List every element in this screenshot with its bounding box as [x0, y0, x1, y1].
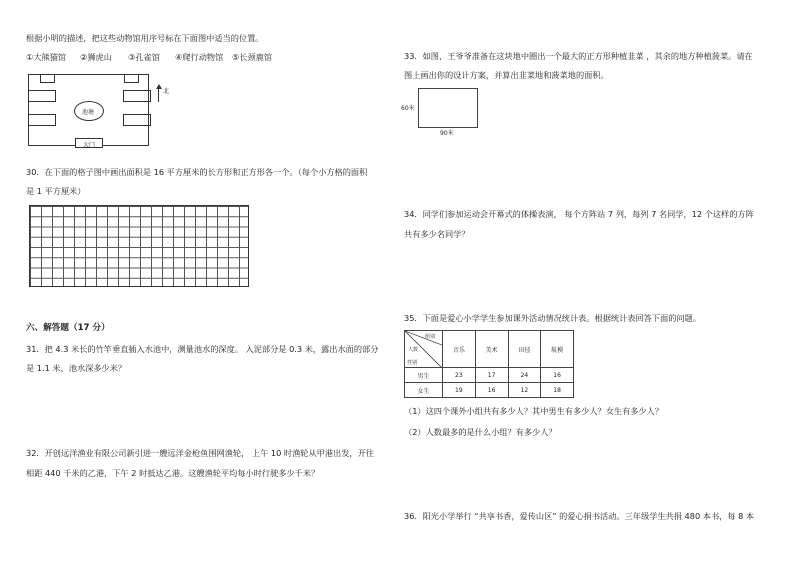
q32-line1: 32．开创远洋渔业有限公司新引进一艘远洋金枪鱼围网渔轮， 上午 10 时渔轮从甲港出发，开往: [26, 448, 374, 458]
option-tiger: ②狮虎山: [80, 52, 112, 62]
table-cell: 23: [443, 368, 476, 383]
gate-label: 大门: [83, 142, 96, 149]
q30-line2: 是 1 平方厘米）: [26, 186, 86, 196]
table-cell: 12: [508, 383, 541, 398]
header-art: 美术: [475, 331, 508, 368]
pond-label: 池塘: [82, 109, 95, 116]
corner-bottom-label: 性别: [407, 360, 418, 366]
q35-sub1: （1）这四个课外小组共有多少人？其中男生有多少人？女生有多少人？: [404, 406, 664, 416]
q33-line1: 33．如图，王爷爷准备在这块地中圈出一个最大的正方形种植韭菜 ，其余的地方种植菠菜。请在: [404, 51, 753, 61]
table-cell: 16: [541, 368, 574, 383]
table-cell: 19: [443, 383, 476, 398]
field-rectangle[interactable]: [418, 88, 478, 128]
activity-stats-table: [404, 330, 574, 398]
q35-text: 35．下面是爱心小学学生参加课外活动情况统计表。根据统计表回答下面的问题。: [404, 313, 701, 323]
corner-mid-label: 人数: [408, 347, 419, 353]
option-panda: ①大熊猫馆: [26, 52, 67, 62]
table-cell: 18: [541, 383, 574, 398]
header-music: 音乐: [443, 331, 476, 368]
map-box-top-left: [40, 74, 55, 83]
q32-line2: 相距 440 千米的乙港，下午 2 时抵达乙港。这艘渔轮平均每小时行驶多少千米？: [26, 468, 320, 478]
corner-top-label: 组别: [425, 334, 436, 340]
q33-line2: 图上画出你的设计方案，并算出韭菜地和菠菜地的面积。: [404, 70, 609, 80]
table-cell: 24: [508, 368, 541, 383]
map-box-mid-left-2: [28, 114, 56, 126]
north-label: 北: [163, 88, 170, 95]
row-label-boys: 男生: [405, 368, 443, 383]
q34-line2: 共有多少名同学？: [404, 229, 470, 239]
rect-height-label: 60米: [401, 105, 415, 112]
table-corner-cell: [405, 331, 443, 368]
option-giraffe: ⑤长颈鹿馆: [232, 52, 273, 62]
q34-line1: 34．同学们参加运动会开幕式的体操表演， 每个方阵站 7 列，每列 7 名同学，12 个这样的方阵: [404, 209, 754, 219]
header-model: 航模: [541, 331, 574, 368]
header-track: 田径: [508, 331, 541, 368]
map-box-mid-right-1: [123, 90, 151, 102]
q35-sub2: （2）人数最多的是什么小组？有多少人？: [404, 427, 557, 437]
table-cell: 17: [475, 368, 508, 383]
map-box-top-right: [124, 74, 139, 83]
zoo-map: [28, 74, 149, 149]
option-peacock: ③孔雀馆: [128, 52, 160, 62]
row-label-girls: 女生: [405, 383, 443, 398]
map-box-mid-right-2: [123, 114, 151, 126]
option-reptile: ④爬行动物馆: [175, 52, 224, 62]
q30-line1: 30．在下面的格子图中画出面积是 16 平方厘米的长方形和正方形各一个。（每个小方格的面积: [26, 167, 368, 177]
q31-line2: 是 1.1 米，池水深多少米？: [26, 363, 127, 373]
map-box-mid-left-1: [28, 90, 56, 102]
intro-text: 根据小明的描述，把这些动物馆用序号标在下面图中适当的位置。: [26, 33, 264, 43]
section-6-heading: 六、解答题（17 分）: [26, 323, 110, 333]
north-arrow-icon: [158, 88, 159, 102]
north-arrowhead-icon: [156, 84, 162, 89]
table-cell: 16: [475, 383, 508, 398]
q31-line1: 31．把 4.3 米长的竹竿垂直插入水池中，测量池水的深度。 入泥部分是 0.3 米，露出水面的部分: [26, 344, 379, 354]
square-grid[interactable]: [29, 205, 249, 287]
rect-width-label: 90米: [440, 130, 454, 137]
q36-text: 36．阳光小学举行 “共享书香，爱传山区” 的爱心捐书活动。三年级学生共捐 480 本书，每 8 本: [404, 511, 755, 521]
